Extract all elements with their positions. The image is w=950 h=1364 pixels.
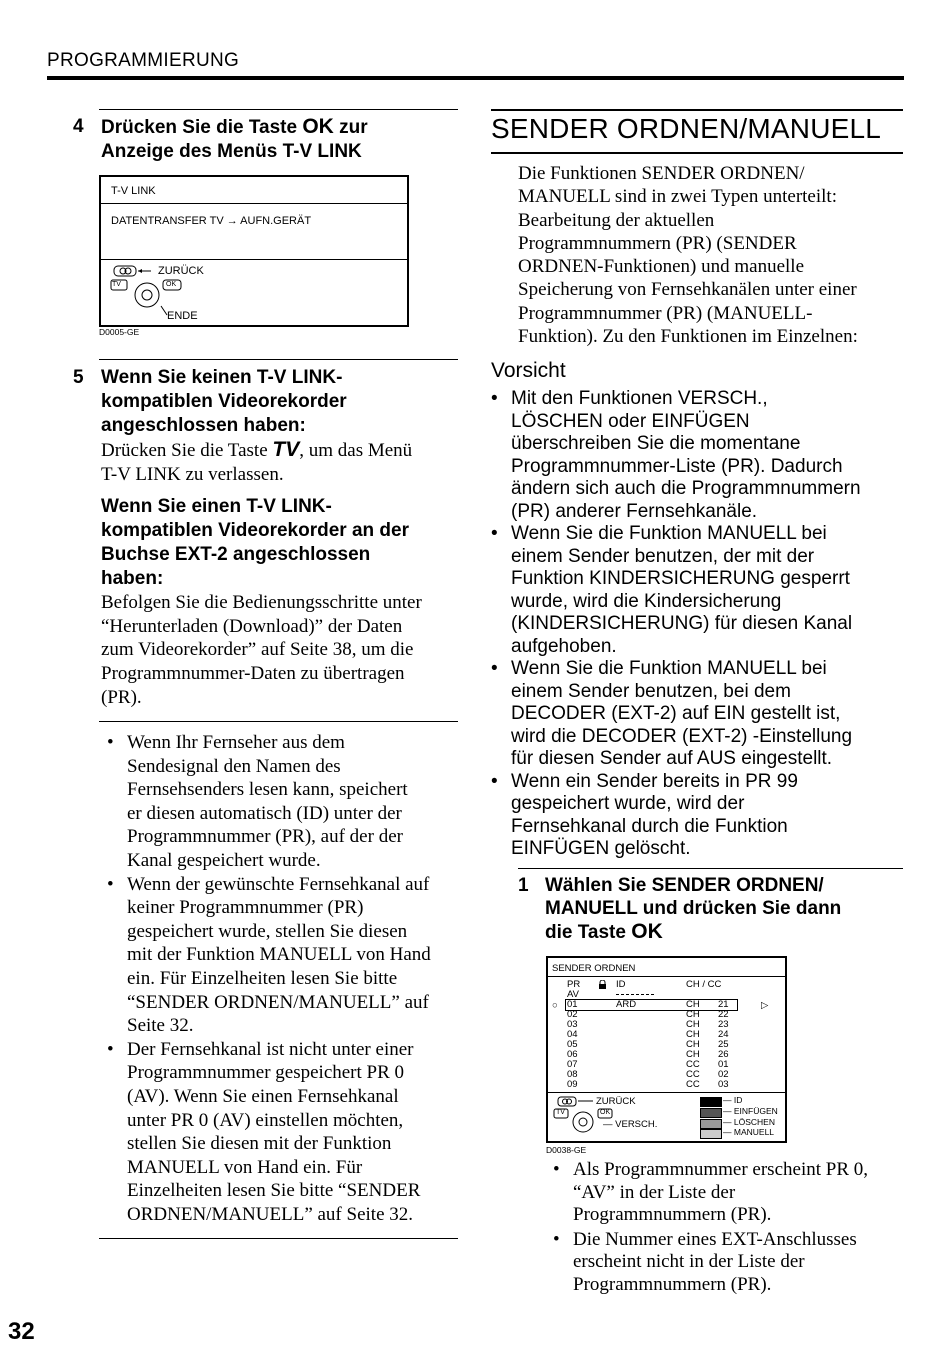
back-label: ZURÜCK xyxy=(158,265,204,277)
screen-divider xyxy=(101,259,407,260)
caution-heading: Vorsicht xyxy=(491,359,566,382)
column-ch-cc: CH / CC xyxy=(686,979,722,990)
legend-red-box xyxy=(700,1097,722,1107)
list-item: • Die Nummer eines EXT-Anschlusses erscheint nicht in der Liste der Programmnummern (PR). xyxy=(553,1229,913,1297)
table-row: 01 ARD CH 21 xyxy=(567,999,729,1010)
screen-divider xyxy=(548,1092,785,1093)
cursor-icon: ○ xyxy=(552,1000,558,1011)
figure-code: D0005-GE xyxy=(99,327,140,337)
title-rule-bottom xyxy=(491,152,903,154)
divider xyxy=(99,721,458,722)
divider xyxy=(99,359,458,360)
table-row: 09 CC 03 xyxy=(567,1079,729,1090)
legend-green-box xyxy=(700,1108,722,1118)
legend-label: — LÖSCHEN xyxy=(723,1117,775,1127)
notes-list xyxy=(101,731,461,1226)
legend-yellow-box xyxy=(700,1119,722,1129)
step-1-notes xyxy=(553,1159,913,1296)
lock-icon xyxy=(598,980,607,990)
screen-title: SENDER ORDNEN xyxy=(552,963,636,974)
caution-list xyxy=(491,388,906,861)
ok-key-label: OK xyxy=(302,115,334,138)
step-5-heading: Wenn Sie keinen T-V LINK- kompatiblen Videorekorder angeschlossen haben: xyxy=(101,367,347,436)
ok-key-label: OK xyxy=(600,1109,611,1116)
intro-paragraph: Die Funktionen SENDER ORDNEN/ MANUELL sind in zwei Typen unterteilt: Bearbeitung der aktuellen Programmnummern (PR) (SENDER ORDNEN-Funktionen) und manuelle Speicherung von Fernsehkanälen unter einer Programmnummer (PR) (MANUELL- Funktion). Zu den Funktionen im Einzelnen: xyxy=(518,163,858,348)
step-5-text: Drücken Sie die Taste TV, um das Menü T-V LINK zu verlassen. xyxy=(101,438,413,485)
table-row: 07 CC 01 xyxy=(567,1059,729,1070)
list-item: • Mit den Funktionen VERSCH., LÖSCHEN oder EINFÜGEN überschreiben Sie die momentane Programmnummer-Liste (PR). Dadurch ändern sich auch die Programmnummern (PR) anderer Fernsehkanäle. xyxy=(491,388,906,523)
arrow-right-icon: → xyxy=(226,215,238,227)
divider xyxy=(99,1238,458,1239)
legend-label: — EINFÜGEN xyxy=(723,1106,778,1116)
list-item: • Der Fernsehkanal ist nicht unter einer Programmnummer gespeichert PR 0 (AV). Wenn Sie einen Fernsehkanal unter PR 0 (AV) einstellen möchten, stellen Sie diesen mit der Funktion MANUELL von Hand ein. Für Einzelheiten lesen Sie bitte “SENDER ORDNEN/MANUELL” auf Seite 32. xyxy=(101,1038,461,1227)
step-5-instructions: Befolgen Sie die Bedienungsschritte unter “Herunterladen (Download)” der Daten zum Videorekorder” auf Seite 38, um die Programmnummer-Daten zu übertragen (PR). xyxy=(101,592,422,708)
table-row: 06 CH 26 xyxy=(567,1049,729,1060)
table-row: 03 CH 23 xyxy=(567,1019,729,1030)
screen-title: T-V LINK xyxy=(111,185,156,197)
list-item: • Wenn ein Sender bereits in PR 99 gespeichert wurde, wird der Fernsehkanal durch die Funktion EINFÜGEN gelöscht. xyxy=(491,771,906,861)
legend-label: — ID xyxy=(723,1095,743,1105)
step-number: 5 xyxy=(73,367,84,388)
header-rule xyxy=(47,76,904,80)
list-item: • Wenn Sie die Funktion MANUELL bei einem Sender benutzen, der mit der Funktion KINDERSICHERUNG gesperrt wurde, wird die Kindersicherung (KINDERSICHERUNG) für diesen Kanal aufgehoben. xyxy=(491,523,906,658)
step-4-heading: Drücken Sie die Taste OK zur Anzeige des Menüs T-V LINK xyxy=(101,115,368,162)
table-row: 02 CH 22 xyxy=(567,1009,729,1020)
ok-key-label: OK xyxy=(166,281,177,288)
move-label: — VERSCH. xyxy=(603,1119,658,1130)
screen-divider xyxy=(548,976,785,977)
table-row: 08 CC 02 xyxy=(567,1069,729,1080)
legend-label: — MANUELL xyxy=(723,1127,775,1137)
divider xyxy=(518,868,903,869)
running-header: PROGRAMMIERUNG xyxy=(47,50,240,71)
ok-key-label: OK xyxy=(631,920,663,943)
tvlink-screen xyxy=(99,175,409,327)
play-arrow-icon: ▷ xyxy=(761,1000,769,1011)
step-5-block xyxy=(101,366,461,709)
step-number: 4 xyxy=(73,116,84,137)
tv-key-label: TV xyxy=(556,1109,565,1116)
sender-ordnen-screen xyxy=(546,956,787,1143)
end-label: ENDE xyxy=(167,310,198,322)
step-5-subheading: Wenn Sie einen T-V LINK- kompatiblen Videorekorder an der Buchse EXT-2 angeschlossen haben: xyxy=(101,496,409,590)
list-item: • Als Programmnummer erscheint PR 0, “AV” in der Liste der Programmnummern (PR). xyxy=(553,1159,913,1227)
divider xyxy=(99,109,458,110)
back-label: ZURÜCK xyxy=(596,1096,636,1107)
column-pr: PR xyxy=(567,979,581,990)
list-item: • Wenn Ihr Fernseher aus dem Sendesignal den Namen des Fernsehsenders lesen kann, speichert er diesen automatisch (ID) unter der Programmnummer (PR), auf der der Kanal gespeichert wurde. xyxy=(101,731,461,873)
column-id: ID xyxy=(616,979,626,990)
tv-key-label: TV xyxy=(272,438,300,461)
id-placeholder-dashes xyxy=(616,994,654,995)
figure-code: D0038-GE xyxy=(546,1145,587,1155)
step-number: 1 xyxy=(518,875,529,896)
column-av: AV xyxy=(567,989,579,1000)
tv-key-label: TV xyxy=(112,281,121,288)
list-item: • Wenn Sie die Funktion MANUELL bei einem Sender benutzen, bei dem DECODER (EXT-2) auf EIN gestellt ist, wird die DECODER (EXT-2) -Einstellung für diesen Sender auf AUS eingestellt. xyxy=(491,658,906,771)
title-rule-top xyxy=(491,109,903,111)
list-item: • Wenn der gewünschte Fernsehkanal auf keiner Programmnummer (PR) gespeichert wurde, stellen Sie diesen mit der Funktion MANUELL von Hand ein. Für Einzelheiten lesen Sie bitte “SENDER ORDNEN/MANUELL” auf Seite 32. xyxy=(101,873,461,1038)
section-title: SENDER ORDNEN/MANUELL xyxy=(491,113,882,144)
table-row: 05 CH 25 xyxy=(567,1039,729,1050)
table-row: 04 CH 24 xyxy=(567,1029,729,1040)
legend-blue-box xyxy=(700,1129,722,1139)
screen-menu-item: DATENTRANSFER TV → AUFN.GERÄT xyxy=(111,215,312,227)
screen-divider xyxy=(101,203,407,204)
page-number: 32 xyxy=(8,1318,35,1345)
step-1-heading: Wählen Sie SENDER ORDNEN/ MANUELL und drücken Sie dann die Taste OK xyxy=(545,875,842,943)
